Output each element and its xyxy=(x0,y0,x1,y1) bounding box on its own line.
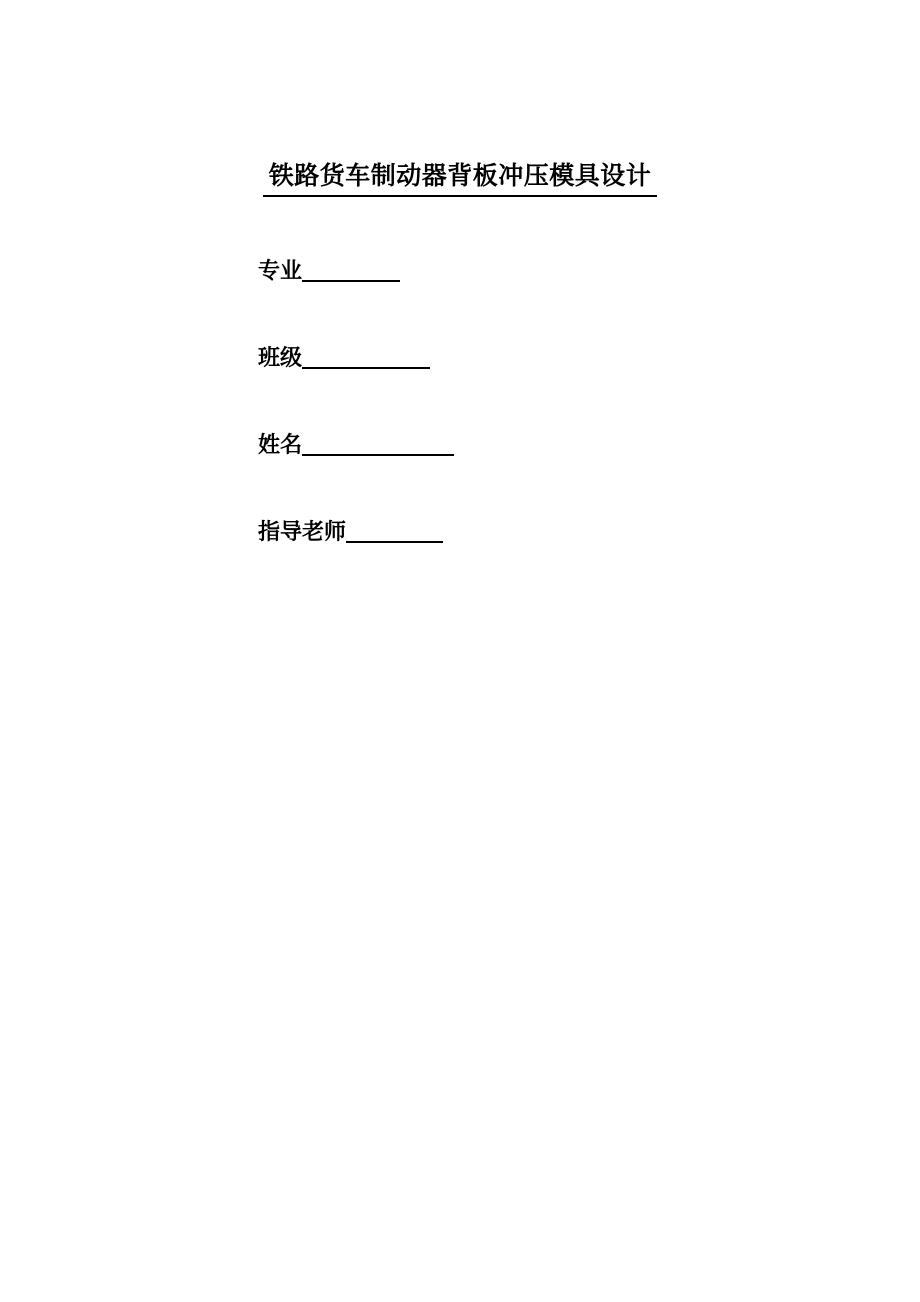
field-label-name-part2: 名 xyxy=(280,432,303,457)
field-label-major-part2: 业 xyxy=(280,258,303,283)
field-label-major-part1: 专 xyxy=(258,258,281,283)
page-title-text: 铁路货车制动器背板冲压模具设计 xyxy=(263,160,658,197)
field-input-class[interactable] xyxy=(302,345,430,369)
field-input-major[interactable] xyxy=(302,258,400,282)
form-fields xyxy=(258,258,758,606)
field-input-name[interactable] xyxy=(302,432,454,456)
field-input-advisor[interactable] xyxy=(346,519,443,543)
field-label-class-part1: 班 xyxy=(258,345,281,370)
field-row-name xyxy=(258,432,758,456)
field-row-class xyxy=(258,345,758,369)
field-label-name-part1: 姓 xyxy=(258,432,281,457)
field-label-class-part2: 级 xyxy=(280,345,303,370)
field-label-advisor: 指导老师 xyxy=(258,519,347,544)
page-title xyxy=(0,160,920,197)
field-row-advisor xyxy=(258,519,758,543)
field-row-major xyxy=(258,258,758,282)
